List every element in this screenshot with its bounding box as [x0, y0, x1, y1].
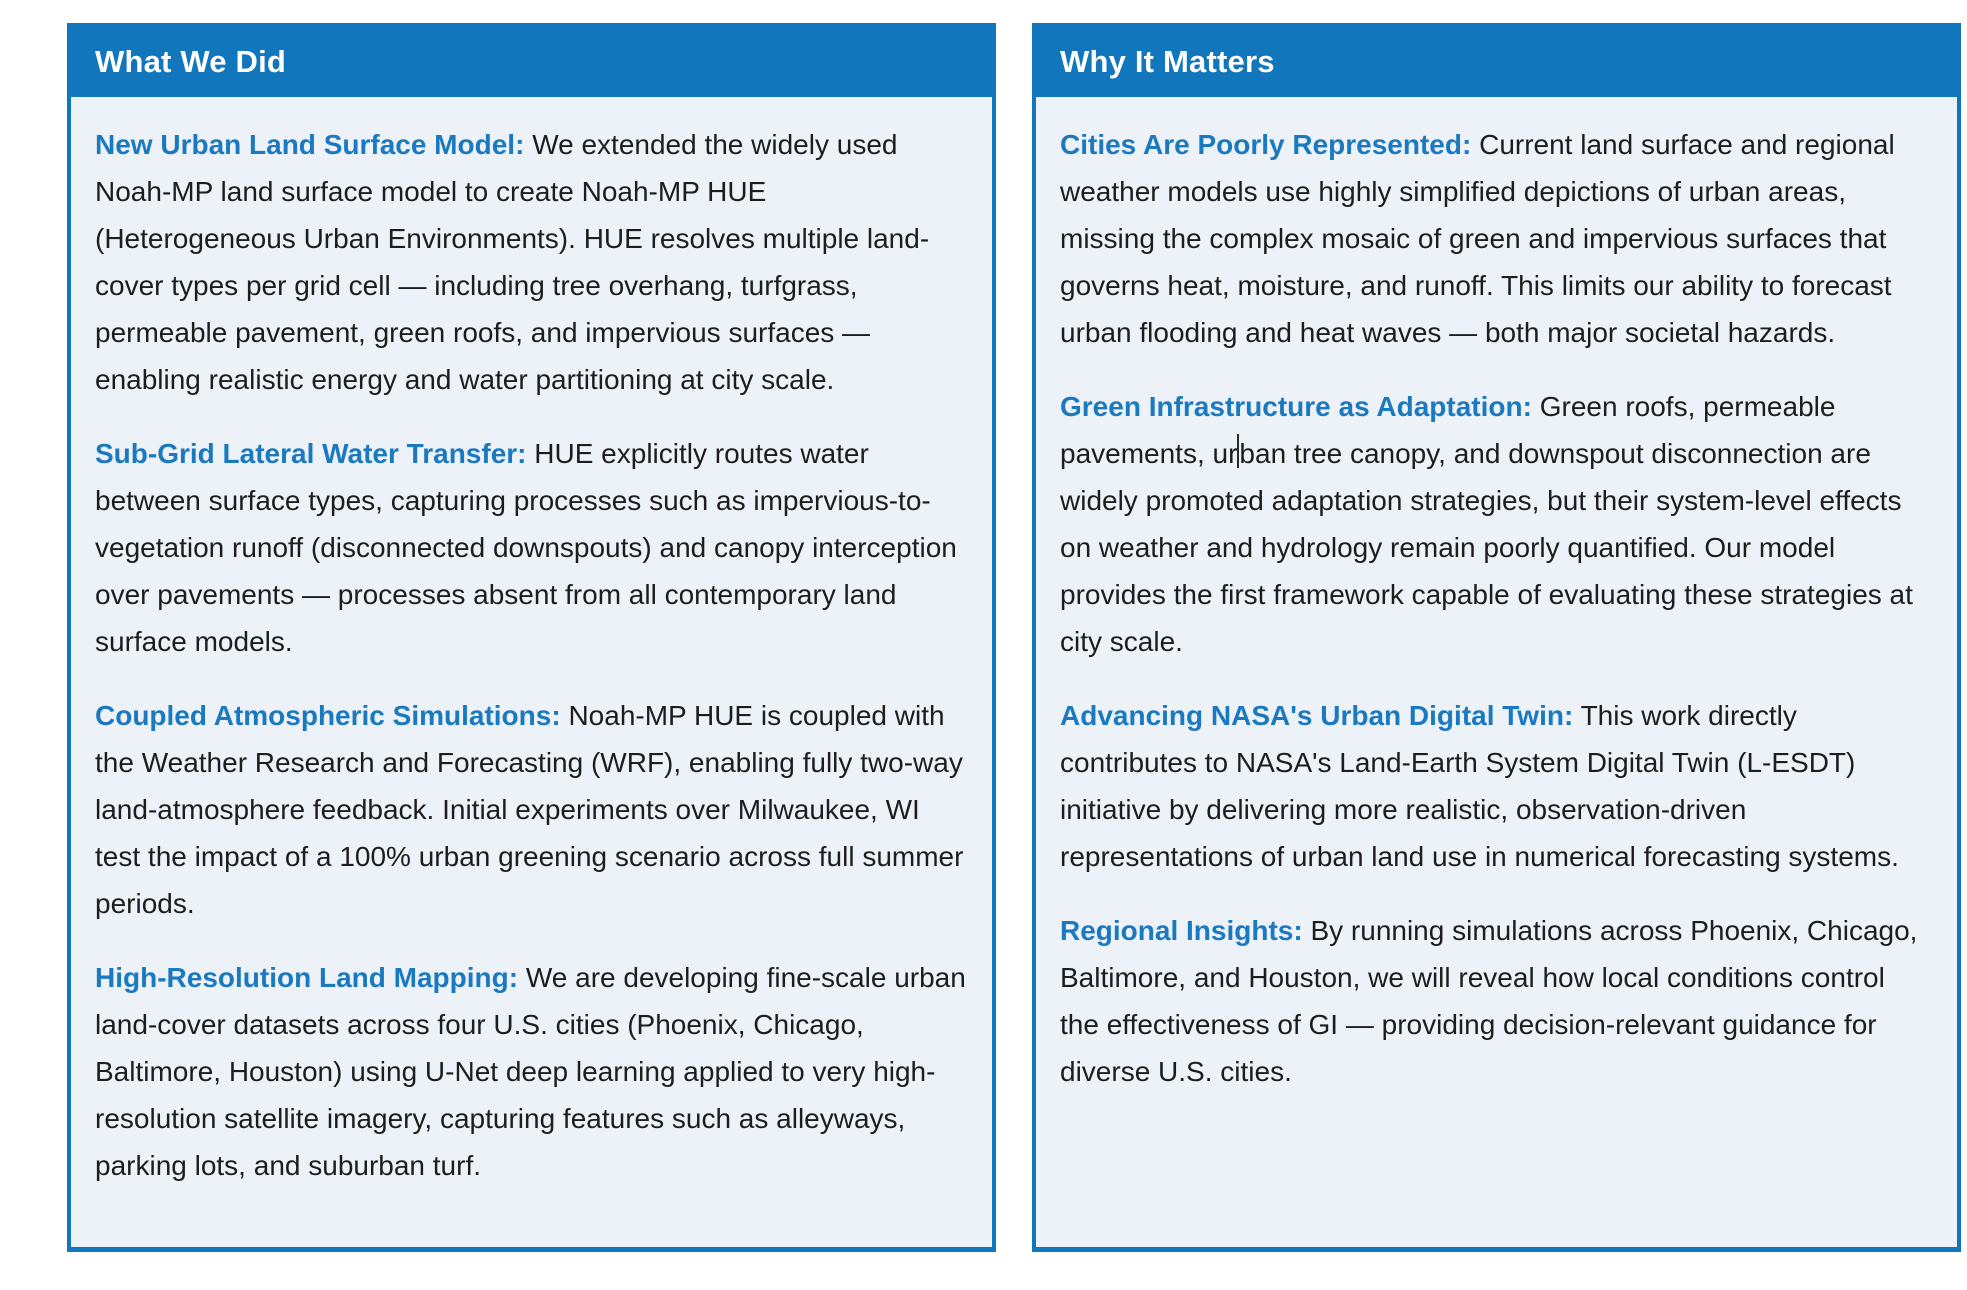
paragraph-green-infrastructure-as-adaptation[interactable]	[1060, 383, 1931, 665]
paragraph-text: Green roofs, permeable pavements, ur	[1060, 391, 1836, 469]
paragraph-text: This work directly contributes to NASA's Land-Earth System Digital Twin (L-ESDT) initiative by delivering more realistic, observation-driven representations of urban land use in numerical forecasting systems.	[1060, 700, 1899, 872]
what-we-did-body	[71, 97, 992, 1216]
paragraph-text: By running simulations across Phoenix, Chicago, Baltimore, and Houston, we will reveal how local conditions control the effectiveness of GI — providing decision-relevant guidance for diverse U.S. cities.	[1060, 915, 1918, 1087]
paragraph-lead: High-Resolution Land Mapping:	[95, 962, 519, 993]
paragraph-text: Current land surface and regional weather models use highly simplified depictions of urban areas, missing the complex mosaic of green and impervious surfaces that governs heat, moisture, and runoff. This limits our ability to forecast urban flooding and heat waves — both major societal hazards.	[1060, 129, 1895, 348]
paragraph-text: We are developing fine-scale urban land-cover datasets across four U.S. cities (Phoenix, Chicago, Baltimore, Houston) using U-Net deep learning applied to very high-resolution satellite imagery, capturing features such as alleyways, parking lots, and suburban turf.	[95, 962, 966, 1181]
paragraph-lead: Cities Are Poorly Represented:	[1060, 129, 1472, 160]
what-we-did-header	[71, 27, 992, 97]
paragraph-sub-grid-lateral-water-transfer[interactable]	[95, 430, 966, 665]
paragraph-new-urban-land-surface-model[interactable]	[95, 121, 966, 403]
paragraph-lead: Advancing NASA's Urban Digital Twin:	[1060, 700, 1574, 731]
paragraph-advancing-nasas-urban-digital-twin[interactable]	[1060, 692, 1931, 880]
why-it-matters-panel	[1032, 23, 1961, 1252]
paragraph-lead: New Urban Land Surface Model:	[95, 129, 525, 160]
paragraph-coupled-atmospheric-simulations[interactable]	[95, 692, 966, 927]
paragraph-lead: Green Infrastructure as Adaptation:	[1060, 391, 1532, 422]
why-it-matters-title[interactable]: Why It Matters	[1060, 44, 1275, 79]
paragraph-regional-insights[interactable]	[1060, 907, 1931, 1095]
paragraph-text: HUE explicitly routes water between surface types, capturing processes such as impervious-to-vegetation runoff (disconnected downspouts) and canopy interception over pavements — processes absent from all contemporary land surface models.	[95, 438, 957, 657]
paragraph-text: ban tree canopy, and downspout disconnection are widely promoted adaptation strategies, but their system-level effects on weather and hydrology remain poorly quantified. Our model provides the first framework capable of evaluating these strategies at city scale.	[1060, 438, 1913, 657]
paragraph-text: Noah-MP HUE is coupled with the Weather Research and Forecasting (WRF), enabling fully two-way land-atmosphere feedback. Initial experiments over Milwaukee, WI test the impact of a 100% urban greening scenario across full summer periods.	[95, 700, 964, 919]
paragraph-text: We extended the widely used Noah-MP land surface model to create Noah-MP HUE (Heterogeneous Urban Environments). HUE resolves multiple land-cover types per grid cell — including tree overhang, turfgrass, permeable pavement, green roofs, and impervious surfaces — enabling realistic energy and water partitioning at city scale.	[95, 129, 930, 395]
paragraph-high-resolution-land-mapping[interactable]	[95, 954, 966, 1189]
why-it-matters-body	[1036, 97, 1957, 1122]
paragraph-cities-are-poorly-represented[interactable]	[1060, 121, 1931, 356]
what-we-did-title[interactable]: What We Did	[95, 44, 287, 79]
what-we-did-panel	[67, 23, 996, 1252]
paragraph-lead: Coupled Atmospheric Simulations:	[95, 700, 561, 731]
paragraph-lead: Sub-Grid Lateral Water Transfer:	[95, 438, 527, 469]
why-it-matters-header	[1036, 27, 1957, 97]
paragraph-lead: Regional Insights:	[1060, 915, 1303, 946]
